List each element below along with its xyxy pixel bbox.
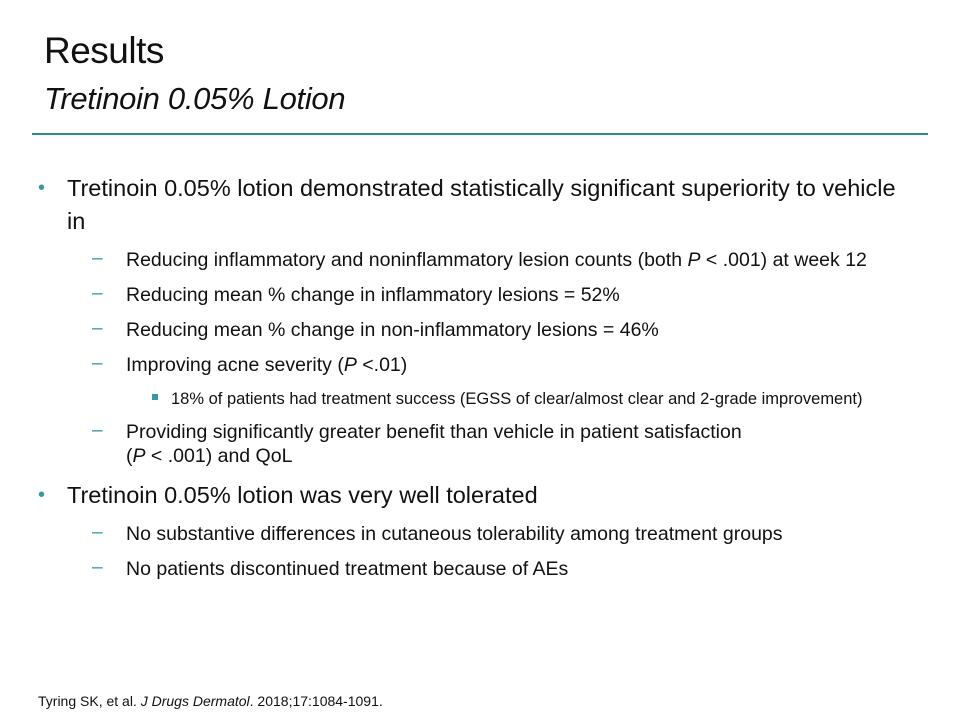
bullet-text: Tretinoin 0.05% lotion demonstrated statistically significant superiority to vehicle in [67,175,896,234]
sub-bullet-text: Reducing mean % change in non-inflammatory lesions = 46% [126,319,659,341]
sub-bullet-non-inflammatory [38,318,918,342]
dash-icon: – [92,318,103,339]
dash-icon: – [92,522,103,543]
citation-authors: Tyring SK, et al. [38,693,141,709]
citation-footnote [38,692,383,710]
sub-bullet-text-lead: Providing significantly greater benefit than vehicle in patient satisfaction [126,421,742,443]
sub-sub-bullet-treatment-success [38,388,918,410]
p-value-symbol: P [132,445,146,467]
title-divider [32,133,928,135]
sub-bullet-text-pre: ( [126,445,133,467]
dash-icon: – [92,557,103,578]
sub-bullet-text-post: < .001) and QoL [145,445,293,467]
p-value-symbol: P [687,249,701,271]
sub-bullet-acne-severity [38,353,918,377]
sub-bullet-text-pre: Reducing inflammatory and noninflammatory lesion counts (both [126,249,688,271]
sub-bullet-discontinuation [38,557,918,581]
sub-bullet-text-post: <.01) [356,354,408,376]
bullet-dot-icon: • [38,177,46,199]
square-bullet-icon [152,394,158,400]
dash-icon: – [92,283,103,304]
slide-subtitle: Tretinoin 0.05% Lotion [44,81,346,116]
dash-icon: – [92,420,103,441]
bullet-efficacy [38,172,918,238]
sub-sub-bullet-text: 18% of patients had treatment success (EGSS of clear/almost clear and 2-grade improvement) [171,390,863,408]
citation-journal: J Drugs Dermatol [140,693,250,709]
sub-bullet-text: Reducing mean % change in inflammatory lesions = 52% [126,284,620,306]
sub-bullet-inflammatory [38,283,918,307]
dash-icon: – [92,353,103,374]
sub-bullet-text-post: < .001) at week 12 [700,249,867,271]
dash-icon: – [92,248,103,269]
sub-bullet-patient-satisfaction [38,420,918,468]
bullet-list [38,172,918,592]
sub-bullet-text-pre: Improving acne severity ( [126,354,344,376]
bullet-text: Tretinoin 0.05% lotion was very well tolerated [67,482,538,508]
slide-title: Results [44,30,164,71]
bullet-dot-icon: • [38,484,46,506]
sub-bullet-text: No patients discontinued treatment because of AEs [126,558,569,580]
sub-bullet-text: No substantive differences in cutaneous tolerability among treatment groups [126,523,783,545]
citation-details: . 2018;17:1084-1091. [249,693,383,709]
sub-bullet-lesion-counts [38,248,918,272]
bullet-tolerability [38,479,918,512]
sub-bullet-cutaneous-tolerability [38,522,918,546]
p-value-symbol: P [343,354,357,376]
